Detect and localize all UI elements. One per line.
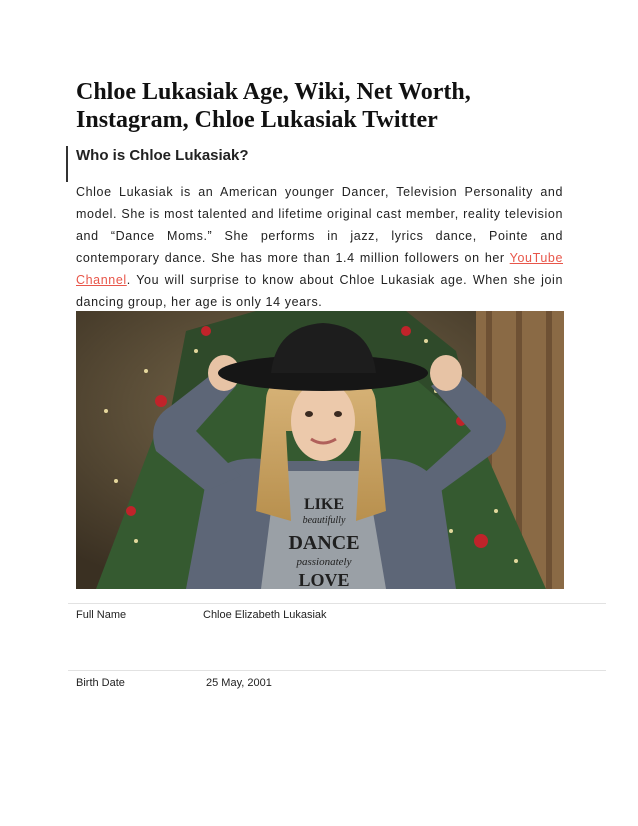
table-divider [68, 670, 606, 671]
face [291, 381, 355, 461]
youtube-channel-link[interactable]: YouTube Channel [76, 251, 563, 287]
shirt-text-3: DANCE [288, 532, 360, 554]
info-value-full-name: Chloe Elizabeth Lukasiak [203, 609, 327, 621]
shirt-text-4: passionately [296, 556, 352, 568]
article-title: Chloe Lukasiak Age, Wiki, Net Worth, Instagram, Chloe Lukasiak Twitter [76, 79, 471, 133]
article-subtitle: Who is Chloe Lukasiak? [76, 147, 249, 164]
table-divider [68, 603, 606, 604]
intro-text-start: Chloe Lukasiak is an American younger Dancer, Television Personality and model. She is most talented and lifetime original cast member, reality television and “Dance Moms.” She performs in jazz, lyrics dance, Pointe and contemporary dance. She has more than 1.4 million followers on her [76, 185, 563, 265]
shirt-text-1: LIKE [303, 496, 345, 513]
info-value-birth-date: 25 May, 2001 [206, 677, 272, 689]
profile-photo [76, 311, 564, 589]
shirt-text-5: LOVE [298, 570, 350, 589]
info-label-full-name: Full Name [76, 609, 127, 621]
intro-text-end: . You will surprise to know about Chloe Lukasiak age. When she join dancing group, her age is only 14 years. [76, 273, 563, 309]
intro-paragraph [76, 181, 563, 313]
subtitle-accent-bar [66, 146, 68, 182]
info-label-birth-date: Birth Date [76, 677, 125, 689]
shirt-text-2: beautifully [302, 515, 346, 526]
